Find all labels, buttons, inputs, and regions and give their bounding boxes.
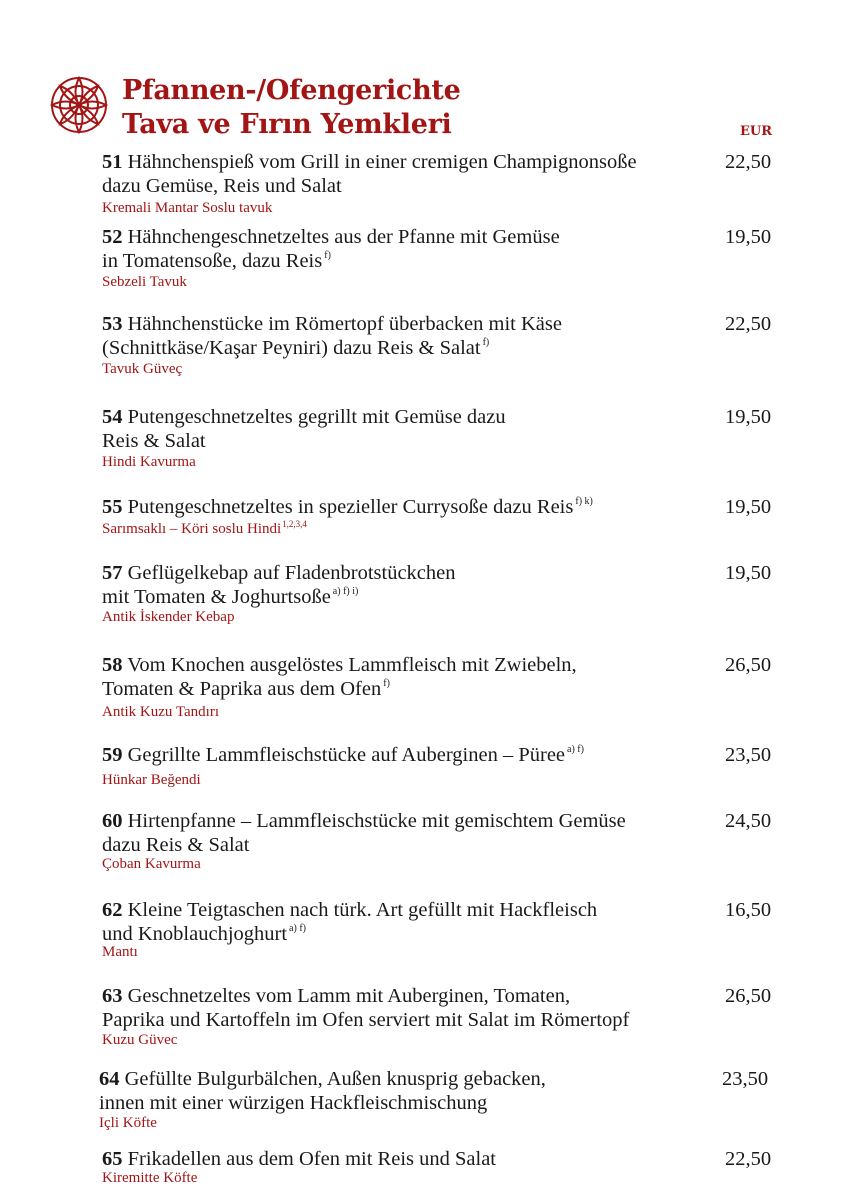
item-price: 22,50 — [725, 1148, 772, 1170]
item-description: Geflügelkebap auf Fladenbrotstückchen — [127, 562, 456, 584]
item-description: Geschnetzeltes vom Lamm mit Auberginen, Tomaten, — [127, 985, 571, 1007]
item-turkish-name: Sebzeli Tavuk — [102, 274, 187, 290]
item-number: 57 — [102, 562, 123, 584]
item-description-line2: Paprika und Kartoffeln im Ofen serviert mit Salat im Römertopf — [102, 1009, 630, 1031]
item-description-line2: Reis & Salat — [102, 430, 206, 452]
allergen-codes: f) — [482, 337, 490, 348]
item-description: Hähnchenstücke im Römertopf überbacken mit Käse — [127, 313, 562, 335]
item-description: Hähnchenspieß vom Grill in einer cremigen Champignonsoße — [127, 151, 637, 173]
item-number: 62 — [102, 899, 123, 921]
item-price: 22,50 — [725, 313, 772, 335]
item-description-line2: in Tomatensoße, dazu Reis — [102, 250, 323, 272]
allergen-codes: f) k) — [575, 496, 593, 507]
item-description: Vom Knochen ausgelöstes Lammfleisch mit Zwiebeln, — [127, 654, 577, 676]
item-price: 24,50 — [725, 810, 772, 832]
item-number: 64 — [99, 1068, 120, 1090]
title-turkish: Tava ve Fırın Yemkleri — [122, 109, 452, 140]
item-number: 58 — [102, 654, 123, 676]
item-turkish-name: Tavuk Güveç — [102, 361, 183, 377]
title-german: Pfannen-/Ofengerichte — [122, 75, 461, 106]
item-price: 19,50 — [725, 406, 772, 428]
item-price: 19,50 — [725, 226, 772, 248]
currency-label: EUR — [740, 124, 773, 139]
allergen-codes: a) f) — [567, 744, 584, 755]
item-description: Gegrillte Lammfleischstücke auf Auberginen – Püree — [127, 744, 566, 766]
item-turkish-name: Kremali Mantar Soslu tavuk — [102, 200, 273, 216]
item-turkish-name: Çoban Kavurma — [102, 856, 201, 872]
item-description-line2: dazu Reis & Salat — [102, 834, 250, 856]
item-description: Gefüllte Bulgurbälchen, Außen knusprig gebacken, — [124, 1068, 546, 1090]
item-description: Putengeschnetzeltes in spezieller Currysoße dazu Reis — [127, 496, 574, 518]
item-turkish-name: Sarımsaklı – Köri soslu Hindi$^{1,2,3,4}$ — [102, 519, 307, 537]
item-description: Kleine Teigtaschen nach türk. Art gefüllt mit Hackfleisch — [127, 899, 598, 921]
item-description-line2: (Schnittkäse/Kaşar Peyniri) dazu Reis & Salat — [102, 337, 481, 359]
item-description-line2: dazu Gemüse, Reis und Salat — [102, 175, 342, 197]
item-description: Putengeschnetzeltes gegrillt mit Gemüse dazu — [127, 406, 506, 428]
item-turkish-name: Içli Köfte — [99, 1115, 157, 1131]
item-price: 22,50 — [725, 151, 772, 173]
item-turkish-name: Hünkar Beğendi — [102, 772, 201, 788]
item-description: Hähnchengeschnetzeltes aus der Pfanne mit Gemüse — [127, 226, 560, 248]
item-description: Frikadellen aus dem Ofen mit Reis und Salat — [127, 1148, 496, 1170]
item-price: 19,50 — [725, 562, 772, 584]
item-price: 19,50 — [725, 496, 772, 518]
item-turkish-name: Kiremitte Köfte — [102, 1170, 198, 1186]
item-turkish-name: Antik İskender Kebap — [102, 609, 235, 625]
item-number: 60 — [102, 810, 123, 832]
allergen-codes: f) — [324, 250, 331, 261]
item-price: 26,50 — [725, 654, 772, 676]
item-price: 26,50 — [725, 985, 772, 1007]
item-number: 54 — [102, 406, 123, 428]
item-description: Hirtenpfanne – Lammfleischstücke mit gemischtem Gemüse — [127, 810, 626, 832]
page-title — [122, 74, 460, 142]
allergen-codes: a) f) i) — [332, 586, 359, 597]
item-turkish-name: Antik Kuzu Tandırı — [102, 704, 219, 720]
item-turkish-name: Hindi Kavurma — [102, 454, 196, 470]
ornament-rosette-icon — [48, 74, 110, 136]
item-price: 16,50 — [725, 899, 772, 921]
item-description-line2: Tomaten & Paprika aus dem Ofen — [102, 678, 382, 700]
item-turkish-name: Mantı — [102, 944, 138, 960]
item-number: 59 — [102, 744, 123, 766]
allergen-codes: a) f) — [289, 923, 306, 934]
item-number: 63 — [102, 985, 123, 1007]
item-description-line2: und Knoblauchjoghurt — [102, 923, 288, 945]
item-number: 55 — [102, 496, 123, 518]
item-price: 23,50 — [722, 1068, 769, 1090]
item-number: 52 — [102, 226, 123, 248]
allergen-codes: f) — [383, 678, 390, 689]
item-turkish-name: Kuzu Güvec — [102, 1032, 178, 1048]
item-number: 53 — [102, 313, 123, 335]
item-number: 51 — [102, 151, 123, 173]
item-price: 23,50 — [725, 744, 772, 766]
item-description-line2: mit Tomaten & Joghurtsoße — [102, 586, 331, 608]
item-description-line2: innen mit einer würzigen Hackfleischmischung — [99, 1092, 488, 1114]
item-number: 65 — [102, 1148, 123, 1170]
